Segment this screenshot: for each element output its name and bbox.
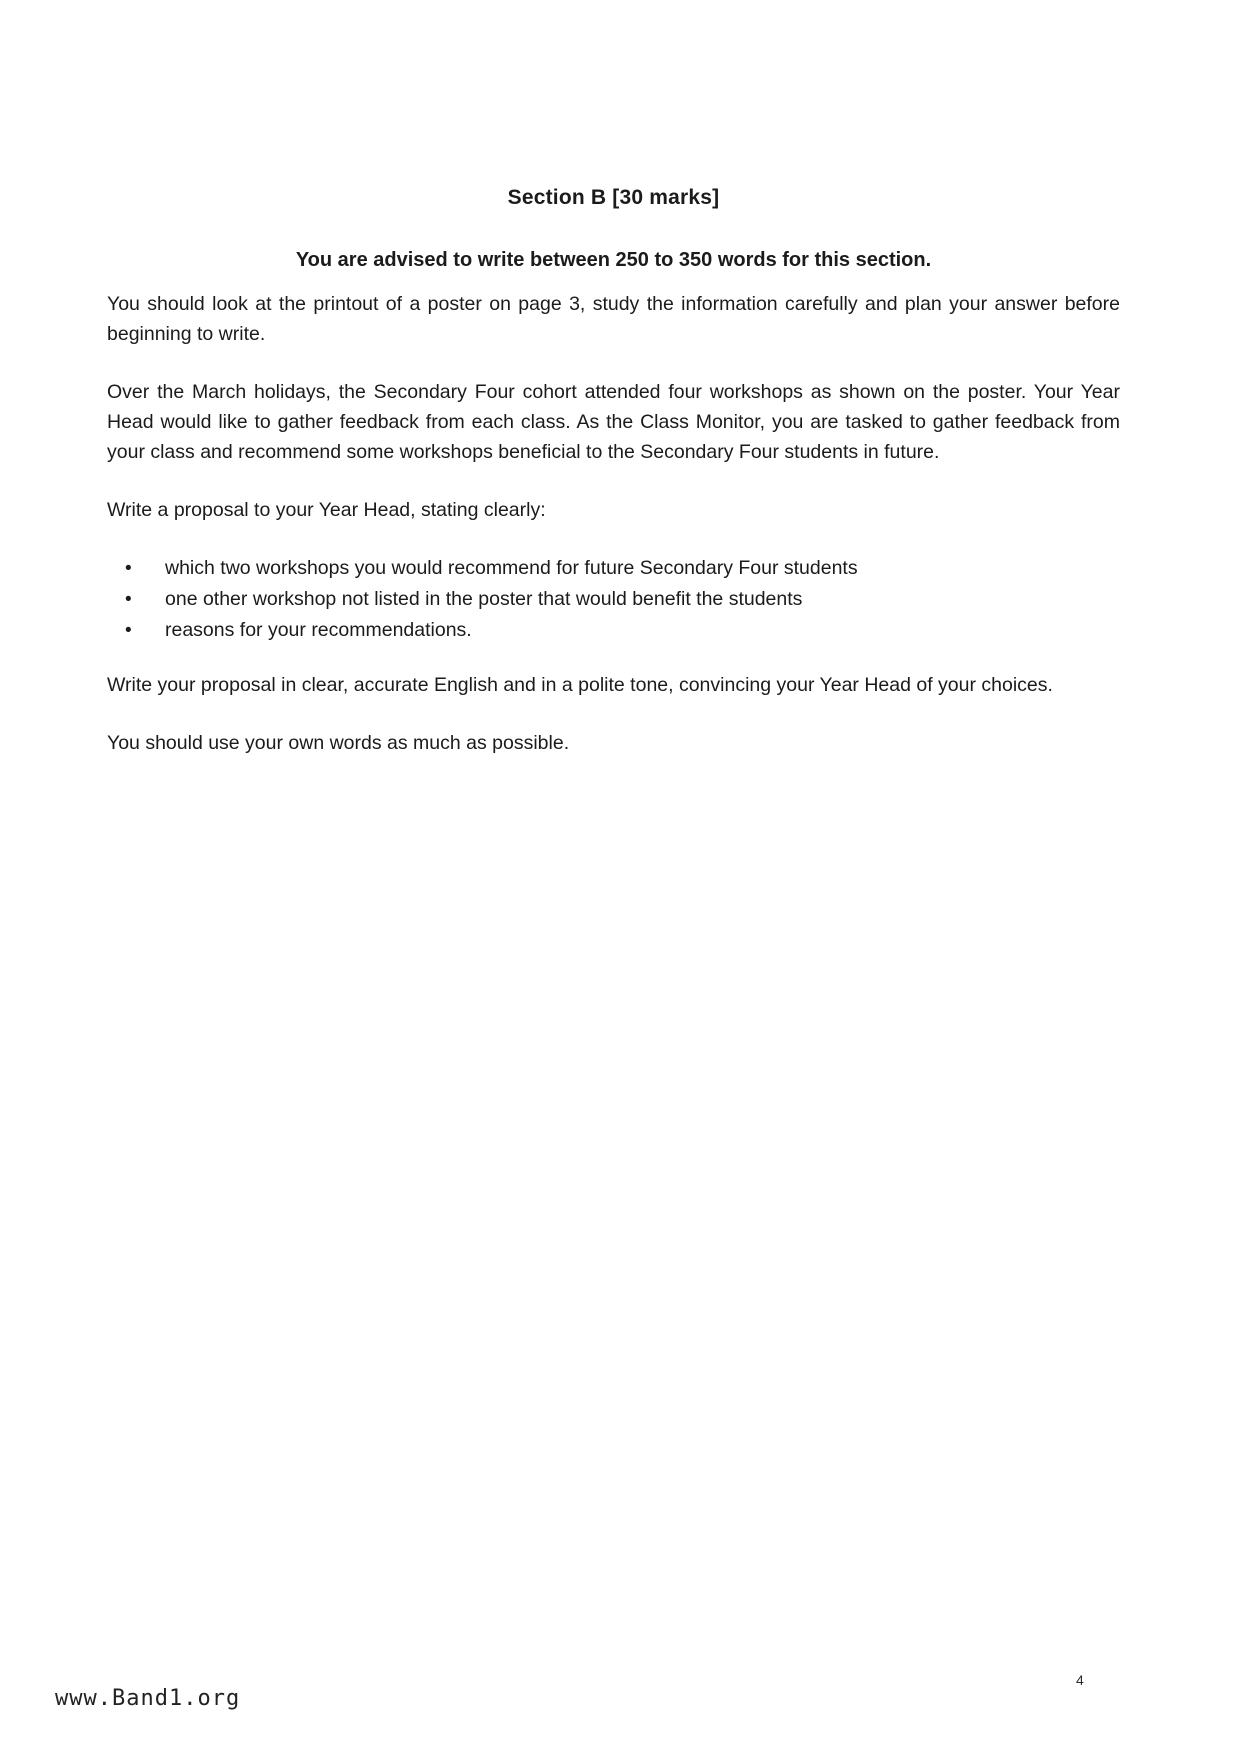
bullet-icon: • — [125, 558, 132, 579]
bullet-item-label: one other workshop not listed in the poster that would benefit the students — [165, 588, 803, 610]
paragraph-own-words: You should use your own words as much as possible. — [107, 732, 570, 754]
bullet-icon: • — [125, 589, 132, 610]
page-number: 4 — [1076, 1672, 1084, 1688]
bullet-item-workshops — [107, 553, 1120, 584]
section-title: Section B [30 marks] — [507, 186, 720, 209]
bullet-icon: • — [125, 620, 132, 641]
bullet-list — [107, 553, 1120, 646]
bullet-item-other-workshop — [107, 584, 1120, 615]
bullet-item-reasons — [107, 615, 1120, 646]
advisory-note: You are advised to write between 250 to 350 words for this section. — [295, 249, 932, 271]
bullet-item-label: which two workshops you would recommend for future Secondary Four students — [165, 557, 858, 579]
paragraph-intro: You should look at the printout of a poster on page 3, study the information carefully and plan your answer before beginning to write. — [107, 293, 1120, 345]
paragraph-tone: Write your proposal in clear, accurate English and in a polite tone, convincing your Year Head of your choices. — [107, 674, 1053, 696]
bullet-item-label: reasons for your recommendations. — [165, 619, 472, 641]
footer-website-text: www.Band1.org — [55, 1686, 241, 1711]
paragraph-task: Write a proposal to your Year Head, stating clearly: — [107, 499, 546, 521]
paragraph-context: Over the March holidays, the Secondary Four cohort attended four workshops as shown on the poster. Your Year Head would like to gather feedback from each class. As the Class Monitor, you are tasked to gather feedback from your class and recommend some workshops beneficial to the Secondary Four students in future. — [107, 381, 1120, 463]
